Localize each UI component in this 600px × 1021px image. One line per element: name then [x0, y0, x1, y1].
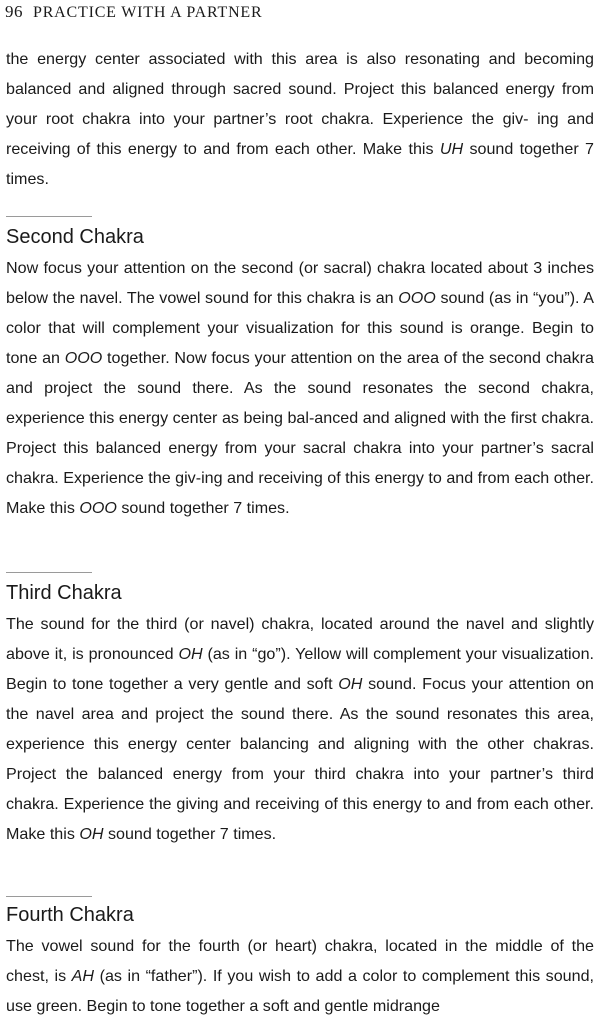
- section-body-third-chakra: The sound for the third (or navel) chakra, located around the navel and slightly above it, is pronounced OH (as in “go”). Yellow will complement your visualization. Begin to tone together a very gentle and soft OH sound. Focus your attention on the navel area and project the sound there. As the sound resonates this area, experience this energy center balancing and aligning with the other chakras. Project the balanced energy from your third chakra into your partner’s third chakra. Experience the giving and receiving of this energy to and from each other. Make this OH sound together 7 times.: [6, 615, 595, 843]
- running-head: [5, 2, 262, 22]
- section-body-fourth-chakra: The vowel sound for the fourth (or heart) chakra, located in the middle of the chest, is AH (as in “father”). If you wish to add a color to complement this sound, use green. Begin to tone together a soft and gentle midrange: [6, 937, 594, 1015]
- section-heading-second-chakra: Second Chakra: [6, 226, 144, 248]
- intro-paragraph: the energy center associated with this area is also resonating and becoming balanced and aligned through sacred sound. Project this balanced energy from your root chakra into your partner’s root chakra. Experience the giv- ing and receiving of this energy to and from each other. Make this UH sound together 7 times.: [6, 50, 594, 188]
- running-title: PRACTICE WITH A PARTNER: [33, 4, 263, 21]
- section-rule: [6, 896, 92, 897]
- section-rule: [6, 572, 92, 573]
- section-rule: [6, 216, 92, 217]
- section-heading-third-chakra: Third Chakra: [6, 582, 122, 604]
- page-number: 96: [5, 2, 23, 21]
- section-body-second-chakra: Now focus your attention on the second (or sacral) chakra located about 3 inches below the navel. The vowel sound for this chakra is an OOO sound (as in “you”). A color that will complement your visualization for this sound is orange. Begin to tone an OOO together. Now focus your attention on the area of the second chakra and project the sound there. As the sound resonates the second chakra, experience this energy center as being bal-anced and aligned with the first chakra. Project this balanced energy from your sacral chakra into your partner’s sacral chakra. Experience the giv-ing and receiving of this energy to and from each other. Make this OOO sound together 7 times.: [6, 259, 594, 517]
- section-heading-fourth-chakra: Fourth Chakra: [6, 904, 134, 926]
